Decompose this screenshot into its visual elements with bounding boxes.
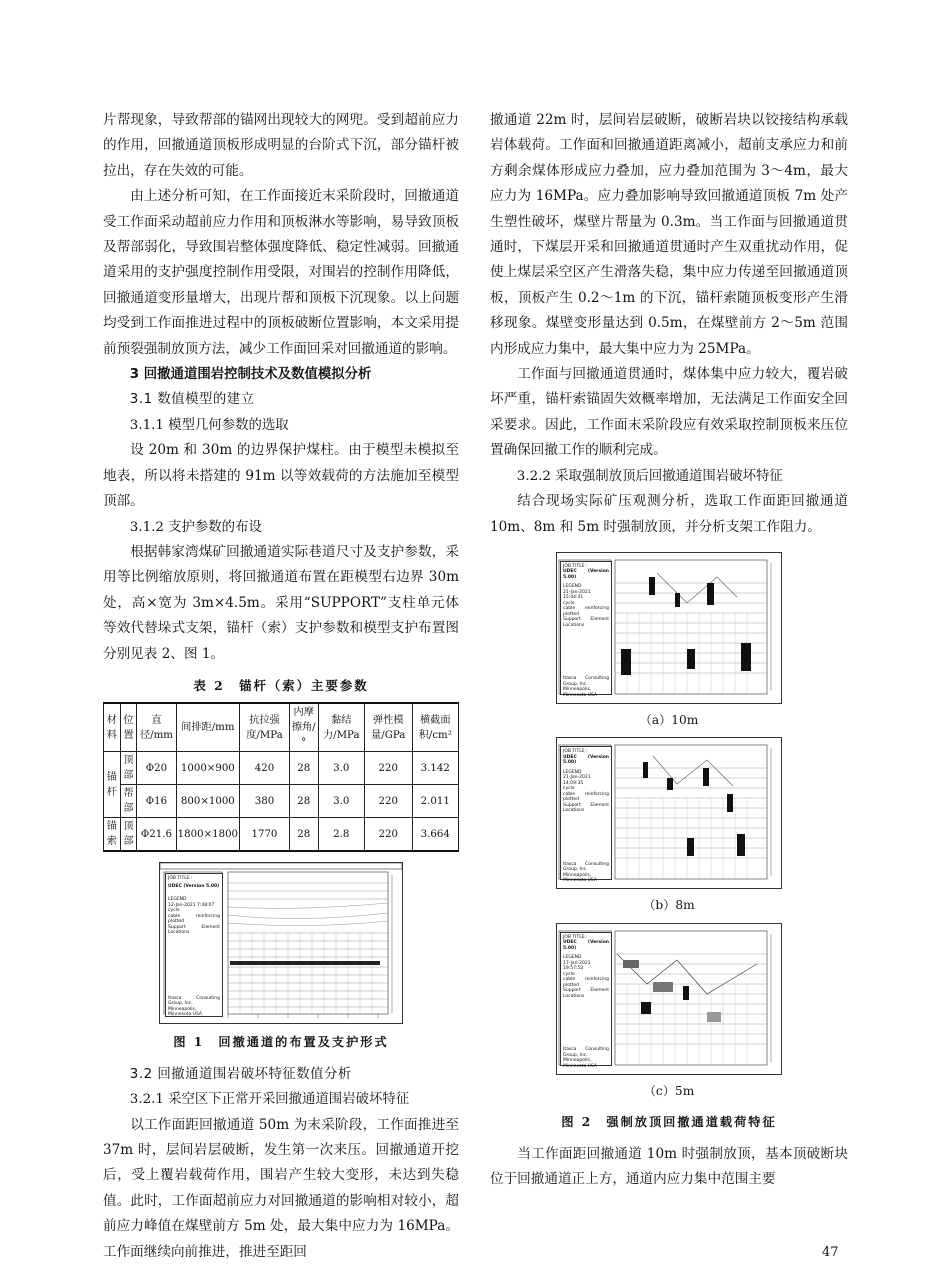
table-cell: Φ21.6 [137, 818, 176, 852]
legend-text: Support Element Locations [563, 617, 609, 628]
legend-text: 21-Jan-2021 14:09:35 [563, 775, 591, 786]
table-cell: 3.142 [412, 752, 458, 785]
table-cell: 380 [240, 785, 290, 818]
figure-2b [556, 737, 782, 889]
table-caption: 表 2 锚杆（索）主要参数 [193, 677, 369, 693]
table-cell: 220 [364, 818, 412, 852]
table-cell: 28 [289, 785, 318, 818]
table-cell: 3.664 [412, 818, 458, 852]
paragraph: 工作面与回撤通道贯通时，煤体集中应力较大，覆岩破坏严重，锚杆索锚固失效概率增加，无法满足工作面安全回采要求。因此，工作面末采阶段应有效采取控制顶板来压位置确保回撤工作的顺利完成。 [490, 366, 848, 459]
legend-text: cycle [563, 971, 575, 977]
left-column [103, 108, 459, 1265]
right-column [490, 108, 848, 1192]
subsubsection-heading: 3.1.2 支护参数的布设 [129, 519, 262, 535]
table-cell: 28 [289, 752, 318, 785]
table-header: 位置 [120, 703, 137, 752]
paragraph: 以工作面距回撤通道 50m 为末采阶段，工作面推进至 37m 时，层间岩层破断，发生第一次来压。回撤通道开挖后，受上覆岩载荷作用，围岩产生较大变形，未达到失稳值。此时，工作面超前应力对回撤通道的影响相对较小，超前应力峰值在煤壁前方 5m 处，最大集中应力为 16MPa。工作面继续向前推进，推进至距回 [103, 1116, 459, 1260]
figure-legend [560, 561, 612, 698]
figure-legend [560, 932, 612, 1069]
legend-text: Minneapolis, Minnesota USA [168, 1006, 202, 1018]
subsection-heading: 3.1 数值模型的建立 [129, 392, 255, 408]
legend-text: Support Element Locations [168, 924, 220, 936]
subsubsection-heading: 3.2.2 采取强制放顶后回撤通道围岩破坏特征 [516, 468, 783, 484]
table-cell: Φ20 [137, 752, 176, 785]
table-header: 抗拉强度/MPa [240, 703, 290, 752]
table-header: 内摩擦角/° [289, 703, 318, 752]
table-cell: Φ16 [137, 785, 176, 818]
table-header: 横截面积/cm² [412, 703, 458, 752]
legend-text: Itasca Consulting Group, Inc. [563, 676, 609, 687]
table-cell: 2.011 [412, 785, 458, 818]
table-cell: 28 [289, 818, 318, 852]
table-header: 材料 [104, 703, 121, 752]
table-cell: 800×1000 [176, 785, 239, 818]
paragraph: 当工作面距回撤通道 10m 时强制放顶，基本顶破断块位于回撤通道正上方，通道内应力集中范围主要 [490, 1145, 848, 1187]
legend-text: UDEC (Version 5.00) [563, 569, 609, 580]
legend-text: JOB TITLE : [168, 876, 193, 882]
table-header: 黏结力/MPa [318, 703, 364, 752]
table-cell: 锚索 [104, 818, 121, 852]
subfigure-caption: （a）10m [639, 712, 699, 727]
legend-text: LEGEND [563, 769, 582, 775]
legend-text: Minneapolis, Minnesota USA [563, 872, 597, 884]
legend-text: LEGEND [563, 584, 582, 590]
table-cell: 1800×1800 [176, 818, 239, 852]
section-heading: 3 回撤通道围岩控制技术及数值模拟分析 [129, 367, 372, 383]
legend-text: cable reinforcing plotted [563, 791, 609, 803]
page-number: 47 [822, 1245, 839, 1260]
legend-text: 17-Jan-2021 19:57:52 [563, 960, 591, 972]
table-cell: 3.0 [318, 785, 364, 818]
table-cell: 220 [364, 785, 412, 818]
figure-caption: 图 2 强制放顶回撤通道载荷特征 [561, 1115, 777, 1130]
table-cell: 顶部 [120, 818, 137, 852]
table-header: 直径/mm [137, 703, 176, 752]
figure-2c [556, 923, 782, 1075]
parameter-table [103, 702, 459, 852]
subsubsection-heading: 3.1.1 模型几何参数的选取 [129, 417, 289, 433]
table-row [104, 818, 459, 852]
paragraph: 片帮现象，导致帮部的锚网出现较大的网兜。受到超前应力的作用，回撤通道顶板形成明显的台阶式下沉，部分锚杆被拉出，存在失效的可能。 [103, 112, 459, 179]
legend-text: UDEC (Version 5.00) [563, 754, 609, 766]
figure-1-udec-model [159, 862, 403, 1024]
legend-text: Itasca Consulting Group, Inc. [563, 1047, 609, 1058]
legend-text: cable reinforcing plotted [563, 977, 609, 988]
legend-text: LEGEND [168, 897, 187, 903]
legend-text: UDEC (Version 5.00) [168, 883, 220, 889]
subfigure-caption: （c）5m [643, 1083, 695, 1098]
table-row [104, 785, 459, 818]
figure-legend [165, 873, 223, 1017]
legend-text: JOB TITLE : [563, 563, 588, 569]
figure-2a [556, 552, 782, 704]
table-cell: 顶部 [120, 752, 137, 785]
legend-text: cable reinforcing plotted [168, 913, 220, 925]
legend-text: JOB TITLE : [563, 749, 588, 755]
table-cell: 2.8 [318, 818, 364, 852]
legend-text: LEGEND [563, 955, 582, 961]
table-cell: 锚杆 [104, 752, 121, 818]
figure-legend [560, 746, 612, 884]
figure-caption: 图 1 回撤通道的布置及支护形式 [173, 1035, 389, 1050]
legend-text: UDEC (Version 5.00) [563, 940, 609, 951]
legend-text: cable reinforcing plotted [563, 606, 609, 617]
table-header: 弹性模量/GPa [364, 703, 412, 752]
paragraph: 结合现场实际矿压观测分析，选取工作面距回撤通道 10m、8m 和 5m 时强制放顶，并分析支架工作阻力。 [490, 493, 848, 535]
table-cell: 220 [364, 752, 412, 785]
paragraph: 根据韩家湾煤矿回撤通道实际巷道尺寸及支护参数，采用等比例缩放原则，将回撤通道布置在距模型右边界 30m 处，高×宽为 3m×4.5m。采用“SUPPORT”支柱单元体等效代替垛式支架，锚杆（索）支护参数和模型支护布置图分别见表 2、图 1。 [103, 543, 459, 662]
legend-text: Support Element Locations [563, 988, 609, 999]
subfigure-caption: （b）8m [643, 898, 695, 913]
legend-text: Minneapolis, Minnesota USA [563, 1058, 597, 1069]
legend-text: Itasca Consulting Group, Inc. [563, 861, 609, 873]
legend-text: Itasca Consulting Group, Inc. [168, 995, 220, 1007]
table-cell: 3.0 [318, 752, 364, 785]
table-cell: 1770 [240, 818, 290, 852]
legend-text: 12-Jan-2021 7:48:07 [168, 902, 215, 908]
legend-text: cycle [563, 786, 575, 792]
legend-text: Minneapolis, Minnesota USA [563, 687, 597, 698]
paragraph: 由上述分析可知，在工作面接近末采阶段时，回撤通道受工作面采动超前应力作用和顶板淋水等影响，易导致顶板及帮部弱化，导致围岩整体强度降低、稳定性减弱。回撤通道采用的支护强度控制作用受限，对围岩的控制作用降低，回撤通道变形量增大，出现片帮和顶板下沉现象。以上问题均受到工作面推进过程中的顶板破断位置影响，本文采用提前预裂强制放顶方法，减少工作面回采对回撤通道的影响。 [103, 188, 459, 357]
legend-text: cycle [168, 908, 180, 914]
legend-text: JOB TITLE : [563, 934, 588, 940]
table-row [104, 752, 459, 785]
subsubsection-heading: 3.2.1 采空区下正常开采回撤通道围岩破坏特征 [129, 1092, 410, 1108]
legend-text: cycle [563, 600, 575, 606]
legend-text: Support Element Locations [563, 802, 609, 814]
paragraph: 撤通道 22m 时，层间岩层破断，破断岩块以铰接结构承载岩体载荷。工作面和回撤通道距离减小，超前支承应力和前方剩余煤体形成应力叠加，应力叠加范围为 3～4m，最大应力为 16MPa。应力叠加影响导致回撤通道顶板 7m 处产生塑性破坏，煤壁片帮量为 0.3m。当工作面与回撤通道贯通时，下煤层开采和回撤通道贯通时产生双重扰动作用，促使上煤层采空区产生滑落失稳，集中应力传递至回撤通道顶板，顶板产生 0.2～1m 的下沉，锚杆索随顶板变形产生滑移现象。煤壁变形量达到 0.5m，在煤壁前方 2～5m 范围内形成应力集中，最大集中应力为 25MPa。 [490, 112, 848, 357]
table-header: 间排距/mm [176, 703, 239, 752]
paragraph: 设 20m 和 30m 的边界保护煤柱。由于模型未模拟至地表，所以将未搭建的 91m 以等效载荷的方法施加至模型顶部。 [103, 442, 459, 510]
table-cell: 1000×900 [176, 752, 239, 785]
table-cell: 帮部 [120, 785, 137, 818]
table-cell: 420 [240, 752, 290, 785]
legend-text: 21-Jan-2021 15:44:41 [563, 589, 591, 601]
subsection-heading: 3.2 回撤通道围岩破坏特征数值分析 [129, 1066, 352, 1082]
